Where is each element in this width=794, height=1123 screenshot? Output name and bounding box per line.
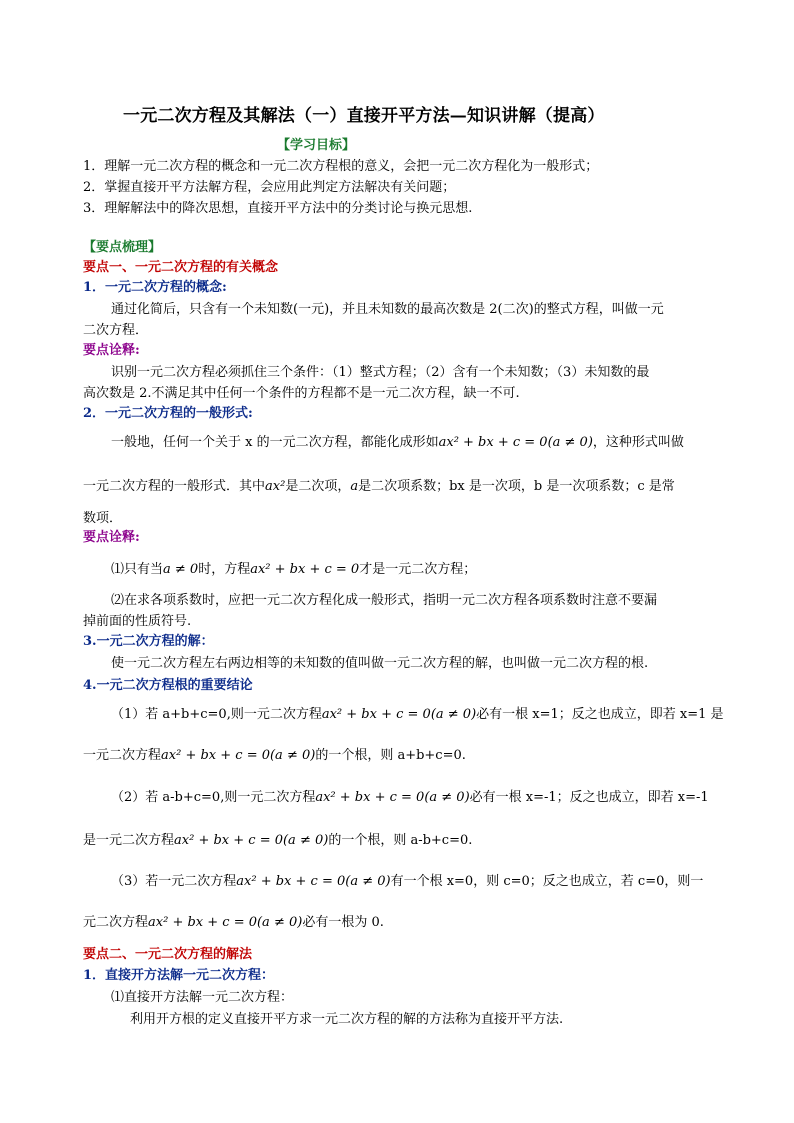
paragraph-line: 使一元二次方程左右两边相等的未知数的值叫做一元二次方程的解，也叫做一元二次方程的根. <box>111 656 649 671</box>
paragraph-line: 二次方程． <box>83 323 149 338</box>
note-label: 要点诠释: <box>83 343 140 358</box>
section-heading: 要点一、一元二次方程的有关概念 <box>83 260 279 275</box>
math-ax2: ax² <box>265 479 286 494</box>
conclusion-line: （3）若一元二次方程ax² + bx + c = 0(a ≠ 0)有一个根 x=0，则 c=0；反之也成立，若 c=0，则一 <box>111 874 704 889</box>
paragraph-line: 通过化简后，只含有一个未知数(一元)，并且未知数的最高次数是 2(二次)的整式方程，叫做一元 <box>111 302 664 317</box>
conclusion-line: （1）若 a+b+c=0,则一元二次方程ax² + bx + c = 0(a ≠ 0)必有一根 x=1；反之也成立，即若 x=1 是 <box>111 707 724 722</box>
goal-item: 1．理解一元二次方程的概念和一元二次方程根的意义，会把一元二次方程化为一般形式； <box>83 159 599 174</box>
paragraph-line: 数项． <box>83 511 123 526</box>
subsection-heading: 1．一元二次方程的概念: <box>83 280 227 295</box>
paragraph-line: 利用开方根的定义直接开平方求一元二次方程的解的方法称为直接开平方法. <box>130 1012 564 1027</box>
paragraph-line: 识别一元二次方程必须抓住三个条件：（1）整式方程；（2）含有一个未知数；（3）未知数的最 <box>111 365 650 380</box>
subsection-heading: 2．一元二次方程的一般形式: <box>83 406 253 421</box>
paragraph-line: 掉前面的性质符号. <box>83 614 192 629</box>
paragraph-line: 高次数是 2.不满足其中任何一个条件的方程都不是一元二次方程，缺一不可. <box>83 386 520 401</box>
math-general-form: ax² + bx + c = 0(a ≠ 0) <box>148 915 303 930</box>
subsection-heading: 3.一元二次方程的解： <box>83 634 214 649</box>
note-label: 要点诠释: <box>83 530 140 545</box>
paragraph-line: ⑴只有当a ≠ 0时，方程ax² + bx + c = 0才是一元二次方程； <box>111 562 477 577</box>
section-heading: 要点二、一元二次方程的解法 <box>83 947 253 962</box>
conclusion-line: （2）若 a-b+c=0,则一元二次方程ax² + bx + c = 0(a ≠ 0)必有一根 x=-1；反之也成立，即若 x=-1 <box>111 790 709 805</box>
goal-item: 2．掌握直接开平方法解方程，会应用此判定方法解决有关问题； <box>83 180 456 195</box>
math-equation: ax² + bx + c = 0 <box>250 562 360 577</box>
math-general-form: ax² + bx + c = 0(a ≠ 0) <box>321 707 477 722</box>
summary-heading: 【要点梳理】 <box>83 240 162 255</box>
subsection-heading: 1．直接开方法解一元二次方程： <box>83 968 275 983</box>
math-a: a <box>350 479 359 494</box>
paragraph-line: ⑴直接开方法解一元二次方程： <box>111 990 294 1005</box>
math-general-form: ax² + bx + c = 0(a ≠ 0) <box>438 435 593 450</box>
subsection-heading: 4.一元二次方程根的重要结论 <box>83 678 253 693</box>
math-a-ne-0: a ≠ 0 <box>163 562 199 577</box>
page-title: 一元二次方程及其解法（一）直接开平方法—知识讲解（提高） <box>123 106 605 126</box>
goal-item: 3．理解解法中的降次思想，直接开平方法中的分类讨论与换元思想. <box>83 201 473 216</box>
math-general-form: ax² + bx + c = 0(a ≠ 0) <box>236 874 391 889</box>
math-general-form: ax² + bx + c = 0(a ≠ 0) <box>161 748 316 763</box>
conclusion-line: 一元二次方程ax² + bx + c = 0(a ≠ 0)的一个根，则 a+b+c=0. <box>83 748 466 763</box>
goals-heading: 【学习目标】 <box>277 138 356 153</box>
conclusion-line: 是一元二次方程ax² + bx + c = 0(a ≠ 0)的一个根，则 a-b+c=0. <box>83 833 473 848</box>
paragraph-line: ⑵在求各项系数时，应把一元二次方程化成一般形式，指明一元二次方程各项系数时注意不要漏 <box>111 593 658 608</box>
paragraph-line: 一元二次方程的一般形式．其中ax²是二次项，a是二次项系数；bx 是一次项，b 是一次项系数；c 是常 <box>83 479 675 494</box>
math-general-form: ax² + bx + c = 0(a ≠ 0) <box>174 833 329 848</box>
conclusion-line: 元二次方程ax² + bx + c = 0(a ≠ 0)必有一根为 0. <box>83 915 384 930</box>
paragraph-line: 一般地，任何一个关于 x 的一元二次方程，都能化成形如ax² + bx + c = 0(a ≠ 0)，这种形式叫做 <box>111 435 684 450</box>
math-general-form: ax² + bx + c = 0(a ≠ 0) <box>315 790 470 805</box>
